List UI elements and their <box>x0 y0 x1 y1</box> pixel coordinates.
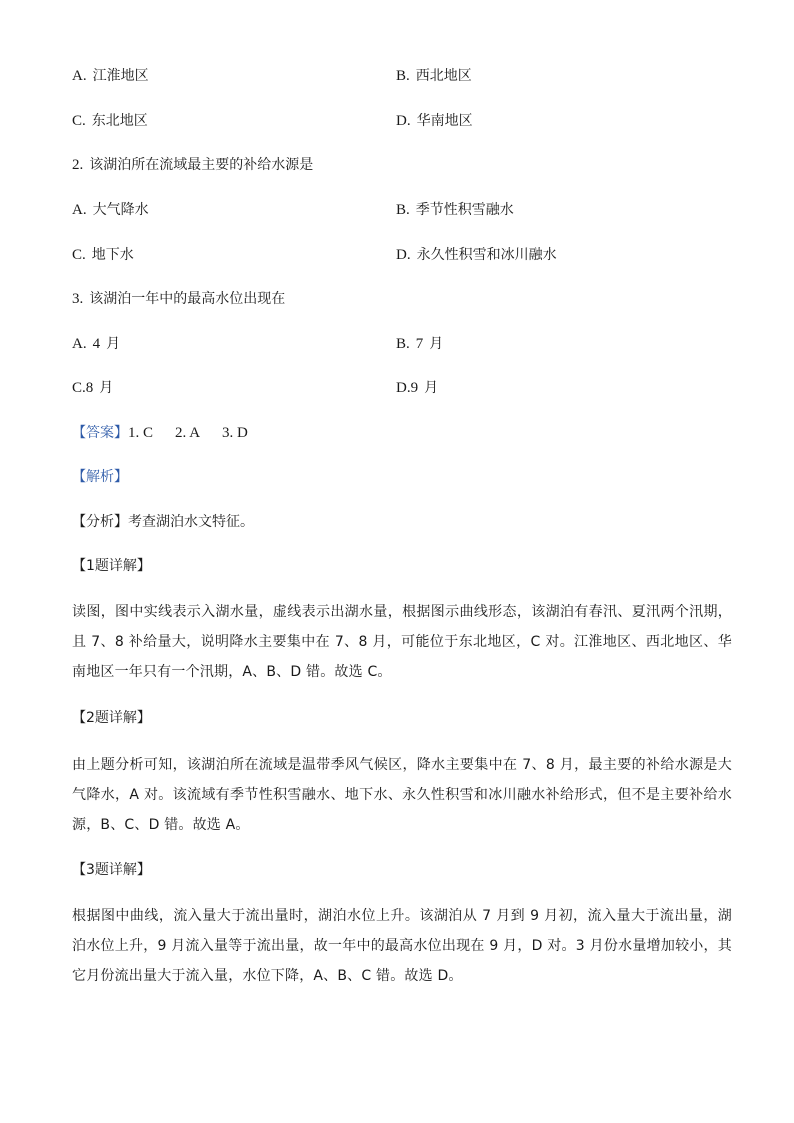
q2-option-d <box>396 245 557 265</box>
q3-option-a <box>72 334 120 354</box>
option-text: 月 <box>429 336 444 352</box>
detail3-paragraph: 根据图中曲线，流入量大于流出量时，湖泊水位上升。该湖泊从 7 月到 9 月初，流入量大于流出量，湖泊水位上升，9 月流入量等于流出量，故一年中的最高水位出现在 9 月，D 对。3 月份水量增加较小，其它月份流出量大于流入量，水位下降，A、B、C 错。故选 D。 <box>72 908 732 984</box>
q2-options-row-2 <box>72 245 732 265</box>
detail2-heading <box>72 708 732 728</box>
question-text: 该湖泊一年中的最高水位出现在 <box>89 291 286 307</box>
q1-options-row-2 <box>72 111 732 131</box>
detail1-paragraph: 读图，图中实线表示入湖水量，虚线表示出湖水量，根据图示曲线形态，该湖泊有春汛、夏汛两个汛期，且 7、8 补给量大，说明降水主要集中在 7、8 月，可能位于东北地区，C 对。江淮地区、西北地区、华南地区一年只有一个汛期，A、B、D 错。故选 C。 <box>72 604 732 680</box>
answer-item-1: 1. C <box>128 425 154 441</box>
option-text: 季节性积雪融水 <box>415 202 514 218</box>
q3-options-row-1 <box>72 334 732 354</box>
q1-option-c <box>72 111 148 131</box>
question-number: 3. <box>72 291 84 307</box>
option-letter: B. <box>396 68 410 84</box>
detail3-heading <box>72 860 732 880</box>
option-letter: C. <box>72 380 86 396</box>
q1-option-d <box>396 111 473 131</box>
q1-options-row-1 <box>72 66 732 86</box>
answer-item-2: 2. A <box>175 425 201 441</box>
detail2-paragraph: 由上题分析可知，该湖泊所在流域是温带季风气候区，降水主要集中在 7、8 月，最主要的补给水源是大气降水，A 对。该流域有季节性积雪融水、地下水、永久性积雪和冰川融水补给形式，但不是主要补给水源，B、C、D 错。故选 A。 <box>72 757 732 833</box>
q3-options-row-2 <box>72 378 732 398</box>
detail3-label: 【3题详解】 <box>72 862 151 878</box>
option-text: 地下水 <box>91 247 134 263</box>
analysis-intro <box>72 512 732 532</box>
analysis-intro-text: 考查湖泊水文特征。 <box>128 514 254 530</box>
q2-option-b <box>396 200 514 220</box>
q2-stem <box>72 155 732 175</box>
detail1-label: 【1题详解】 <box>72 558 151 574</box>
q3-stem <box>72 289 732 309</box>
answer-item-3: 3. D <box>222 425 248 441</box>
option-letter: B. <box>396 336 410 352</box>
analysis-heading <box>72 467 732 487</box>
option-letter: D. <box>396 380 411 396</box>
question-number: 2. <box>72 157 84 173</box>
answer-line <box>72 423 732 443</box>
option-number: 9 <box>410 380 419 396</box>
option-text: 月 <box>99 380 114 396</box>
option-letter: B. <box>396 202 410 218</box>
option-letter: C. <box>72 113 86 129</box>
option-text: 月 <box>106 336 121 352</box>
q2-options-row-1 <box>72 200 732 220</box>
question-text: 该湖泊所在流域最主要的补给水源是 <box>89 157 314 173</box>
option-text: 华南地区 <box>416 113 473 129</box>
detail1-heading <box>72 556 732 576</box>
q1-option-b <box>396 66 472 86</box>
analysis-label: 【解析】 <box>72 469 128 485</box>
option-letter: D. <box>396 113 411 129</box>
q1-option-a <box>72 66 149 86</box>
detail2-label: 【2题详解】 <box>72 710 151 726</box>
q2-option-c <box>72 245 134 265</box>
option-text: 东北地区 <box>91 113 148 129</box>
option-letter: A. <box>72 336 87 352</box>
q3-option-d <box>396 378 438 398</box>
option-letter: A. <box>72 68 87 84</box>
option-letter: A. <box>72 202 87 218</box>
option-text: 大气降水 <box>92 202 149 218</box>
q3-option-c <box>72 378 113 398</box>
option-text: 西北地区 <box>415 68 472 84</box>
answer-label: 【答案】 <box>72 425 128 441</box>
option-number: 7 <box>415 336 424 352</box>
option-text: 永久性积雪和冰川融水 <box>416 247 557 263</box>
option-text: 江淮地区 <box>92 68 149 84</box>
option-number: 4 <box>92 336 101 352</box>
option-number: 8 <box>85 380 94 396</box>
option-text: 月 <box>424 380 439 396</box>
analysis-intro-label: 【分析】 <box>72 514 128 530</box>
q3-option-b <box>396 334 443 354</box>
q2-option-a <box>72 200 149 220</box>
option-letter: D. <box>396 247 411 263</box>
option-letter: C. <box>72 247 86 263</box>
